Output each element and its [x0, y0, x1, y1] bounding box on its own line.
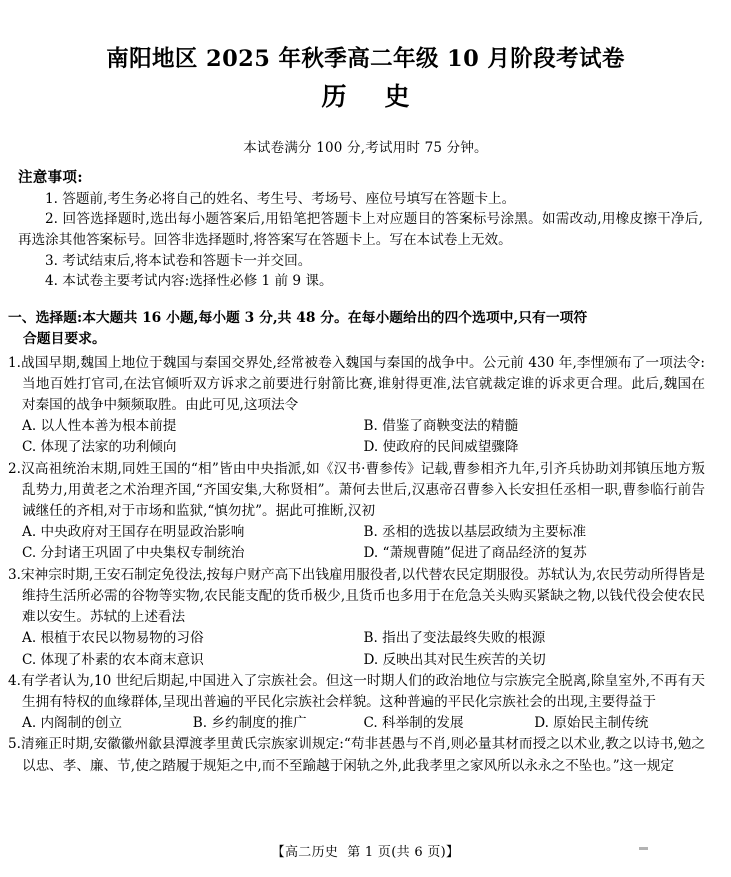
question-stem: [8, 459, 705, 523]
question-stem: [8, 353, 705, 417]
question-item: [8, 671, 705, 735]
option-c[interactable]: C. 分封诸王巩固了中央集权专制统治: [22, 545, 245, 562]
option-b[interactable]: B. 指出了变法最终失败的根源: [363, 630, 546, 647]
question-stem: [8, 565, 705, 629]
page-title: 南阳地区 2025 年秋季高二年级 10 月阶段考试卷: [106, 46, 625, 72]
option-row: [22, 416, 705, 437]
option-d[interactable]: D. 反映出其对民生疾苦的关切: [363, 651, 546, 668]
notice-heading: 注意事项:: [18, 168, 83, 186]
exam-info-line: 本试卷满分 100 分,考试用时 75 分钟。: [243, 139, 488, 156]
subject-title: [0, 81, 731, 114]
question-item: [8, 565, 705, 671]
option-a[interactable]: A. 中央政府对王国存在明显政治影响: [22, 524, 245, 541]
option-row: [22, 713, 705, 734]
option-b[interactable]: B. 丞相的选拔以基层政绩为主要标准: [363, 524, 587, 541]
option-c[interactable]: C. 科举制的发展: [363, 715, 464, 732]
option-row: [22, 543, 705, 564]
option-a[interactable]: A. 根植于农民以物易物的习俗: [22, 630, 204, 647]
footer-page-number: 第 1 页(共 6 页): [347, 845, 447, 860]
question-number: 2.: [8, 460, 21, 477]
option-row: [22, 437, 705, 458]
question-text: 战国早期,魏国上地位于魏国与秦国交界处,经常被卷入魏国与秦国的战争中。公元前 430 年,李悝颁布了一项法令:当地百姓打官司,在法官倾听双方诉求之前要进行射箭比赛,谁射得更准,法官就裁定谁的诉求更合理。此后,魏国在对秦国的战争中频频取胜。由此可见,这项法令: [20, 354, 705, 414]
question-number: 3.: [8, 566, 21, 583]
footer-bracket-open: 【: [271, 845, 285, 860]
subject-char-left: 历: [321, 82, 347, 112]
question-list: [0, 353, 731, 777]
footer-bracket-close: 】: [446, 845, 460, 860]
option-group: [8, 416, 705, 458]
subject-char-right: 史: [384, 82, 410, 112]
section-heading-main: 一、选择题:本大题共 16 小题,每小题 3 分,共 48 分。在每小题给出的四个选项中,只有一项符: [8, 309, 588, 326]
question-number: 4.: [8, 672, 21, 689]
option-group: [8, 522, 705, 564]
notice-item: 3. 考试结束后,将本试卷和答题卡一并交回。: [45, 252, 312, 269]
question-number: 1.: [8, 354, 21, 371]
section-heading-continuation: 合题目要求。: [23, 331, 106, 348]
option-group: [8, 628, 705, 670]
option-c[interactable]: C. 体现了法家的功利倾向: [22, 439, 177, 456]
scan-artifact-mark: [639, 847, 648, 850]
option-d[interactable]: D. “萧规曹随”促进了商品经济的复苏: [363, 545, 587, 562]
notice-item: 1. 答题前,考生务必将自己的姓名、考生号、考场号、座位号填写在答题卡上。: [45, 190, 516, 207]
option-group: [8, 713, 705, 734]
notice-block: [0, 166, 731, 292]
option-row: [22, 522, 705, 543]
question-item: [8, 459, 705, 565]
question-stem: [8, 671, 705, 713]
option-row: [22, 650, 705, 671]
question-stem: [8, 734, 705, 776]
option-a[interactable]: A. 以人性本善为根本前提: [22, 418, 177, 435]
question-text: 有学者认为,10 世纪后期起,中国进入了宗族社会。但这一时期人们的政治地位与宗族完全脱离,除皇室外,不再有天生拥有特权的血缘群体,呈现出普遍的平民化宗族社会样貌。这种普遍的平民化宗族社会的出现,主要得益于: [20, 672, 705, 710]
option-d[interactable]: D. 原始民主制传统: [534, 715, 649, 732]
option-a[interactable]: A. 内阁制的创立: [22, 715, 123, 732]
notice-item: 4. 本试卷主要考试内容:选择性必修 1 前 9 课。: [45, 273, 333, 290]
option-d[interactable]: D. 使政府的民间威望骤降: [363, 439, 519, 456]
option-c[interactable]: C. 体现了朴素的农本商末意识: [22, 651, 204, 668]
option-b[interactable]: B. 乡约制度的推广: [192, 715, 307, 732]
option-row: [22, 628, 705, 649]
question-item: [8, 353, 705, 459]
question-text: 宋神宗时期,王安石制定免役法,按每户财产高下出钱雇用服役者,以代替农民定期服役。苏轼认为,农民劳动所得皆是维持生活所必需的谷物等实物,农民能支配的货币极少,且货币也多用于在危急关头购买紧缺之物,以钱代役会使农民难以安生。苏轼的上述看法: [20, 566, 705, 626]
question-item: [8, 734, 705, 776]
question-text: 汉高祖统治末期,同姓王国的“相”皆由中央指派,如《汉书·曹参传》记载,曹参相齐九年,引齐兵协助刘邦镇压地方叛乱势力,用黄老之术治理齐国,“齐国安集,大称贤相”。萧何去世后,汉惠帝召曹参入长安担任丞相一职,曹参临行前告诫继任的齐相,对于市场和监狱,“慎勿扰”。据此可推断,汉初: [20, 460, 705, 520]
notice-item: 2. 回答选择题时,选出每小题答案后,用铅笔把答题卡上对应题目的答案标号涂黑。如需改动,用橡皮擦干净后,再选涂其他答案标号。回答非选择题时,将答案写在答题卡上。写在本试卷上无效。: [18, 211, 703, 248]
option-b[interactable]: B. 借鉴了商鞅变法的精髓: [363, 418, 519, 435]
section-heading: [0, 308, 731, 351]
page-footer: [0, 841, 731, 860]
footer-label: 高二历史: [284, 845, 339, 860]
question-number: 5.: [8, 736, 21, 753]
question-text: 清雍正时期,安徽徽州歙县潭渡孝里黄氏宗族家训规定:“苟非甚愚与不肖,则必量其材而授之以术业,教之以诗书,勉之以忠、孝、廉、节,使之踏履于规矩之中,而不至踰越于闲轨之外,此我孝里之家风所以永永之不坠也。”这一规定: [20, 736, 705, 774]
